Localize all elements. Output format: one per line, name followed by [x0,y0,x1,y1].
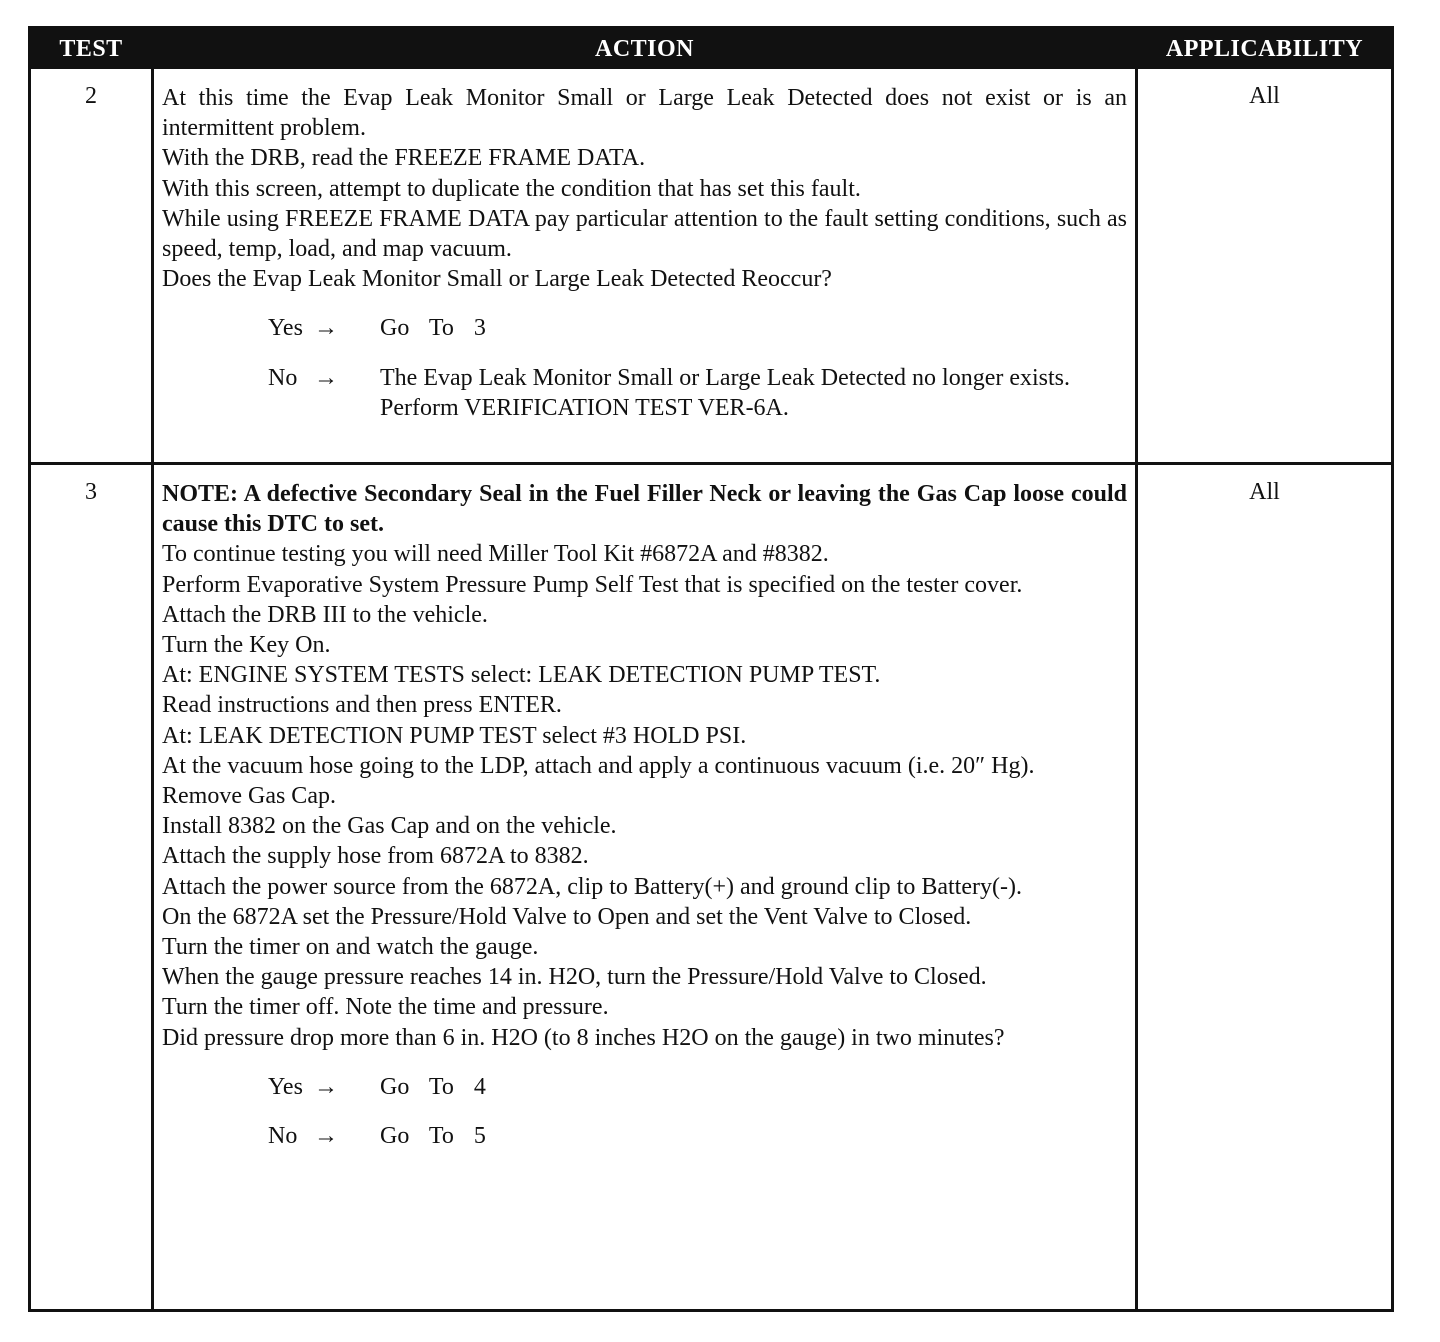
action-line: At the vacuum hose going to the LDP, attach and apply a continuous vacuum (i.e. 20″ Hg). [162,752,1035,779]
action-line: Turn the timer on and watch the gauge. [162,934,539,961]
action-cell [151,465,1138,1310]
header-applicability: APPLICABILITY [1165,35,1364,62]
diagnostic-table [28,26,1394,1312]
branch-result-2: Perform VERIFICATION TEST VER-6A. [380,394,789,421]
action-line: Turn the Key On. [162,632,331,659]
action-line: Did pressure drop more than 6 in. H2O (to 8 inches H2O on the gauge) in two minutes? [162,1024,1005,1051]
table-header [31,29,1391,69]
action-line: With this screen, attempt to duplicate the condition that has set this fault. [162,175,861,202]
arrow-icon: → [314,315,338,342]
action-line: Attach the power source from the 6872A, clip to Battery(+) and ground clip to Battery(-). [162,873,1022,900]
test-number: 3 [85,479,97,505]
branch-no [162,363,1127,423]
action-line: Attach the supply hose from 6872A to 8382. [162,843,589,870]
action-line: Remove Gas Cap. [162,783,336,810]
test-number: 2 [85,83,97,109]
arrow-icon: → [314,1073,338,1100]
branch-answer: Yes [268,315,303,342]
action-line: At this time the Evap Leak Monitor Small or Large Leak Detected does not exist or is an intermittent problem. [162,85,1127,142]
branch-answer: No [268,1123,298,1150]
branch-answer: Yes [268,1073,303,1100]
header-test: TEST [59,35,123,62]
applicability-value: All [1249,83,1280,109]
action-line: At: ENGINE SYSTEM TESTS select: LEAK DETECTION PUMP TEST. [162,662,881,689]
header-action: ACTION [594,35,694,62]
arrow-icon: → [314,364,338,391]
branch-result: The Evap Leak Monitor Small or Large Leak Detected no longer exists. [380,364,1070,391]
action-line: Attach the DRB III to the vehicle. [162,601,488,628]
action-line: When the gauge pressure reaches 14 in. H2O, turn the Pressure/Hold Valve to Closed. [162,964,987,991]
action-line: On the 6872A set the Pressure/Hold Valve to Open and set the Vent Valve to Closed. [162,903,972,930]
table-row-test-2 [31,69,1391,462]
branch-answer: No [268,364,298,391]
table-row-test-3 [31,462,1391,1310]
branch-yes [162,1072,1127,1102]
branch-result: Go To 3 [380,315,486,342]
action-line: Turn the timer off. Note the time and pressure. [162,994,609,1021]
action-line: Does the Evap Leak Monitor Small or Large Leak Detected Reoccur? [162,266,832,293]
arrow-icon: → [314,1123,338,1150]
action-line: Perform Evaporative System Pressure Pump Self Test that is specified on the tester cover. [162,571,1023,598]
action-line: While using FREEZE FRAME DATA pay particular attention to the fault setting conditions, such as speed, temp, load, and map vacuum. [162,205,1127,263]
note-text: NOTE: A defective Secondary Seal in the Fuel Filler Neck or leaving the Gas Cap loose could cause this DTC to set. [162,481,1127,538]
branch-result: Go To 5 [380,1123,486,1150]
applicability-value: All [1249,479,1280,505]
branch-result: Go To 4 [380,1073,486,1100]
action-cell [151,69,1138,462]
action-line: At: LEAK DETECTION PUMP TEST select #3 HOLD PSI. [162,722,747,749]
action-line: Install 8382 on the Gas Cap and on the vehicle. [162,813,617,840]
branch-yes [162,313,1127,343]
branch-no [162,1121,1127,1151]
action-line: To continue testing you will need Miller Tool Kit #6872A and #8382. [162,541,829,568]
action-line: With the DRB, read the FREEZE FRAME DATA. [162,145,646,172]
action-line: Read instructions and then press ENTER. [162,692,562,719]
